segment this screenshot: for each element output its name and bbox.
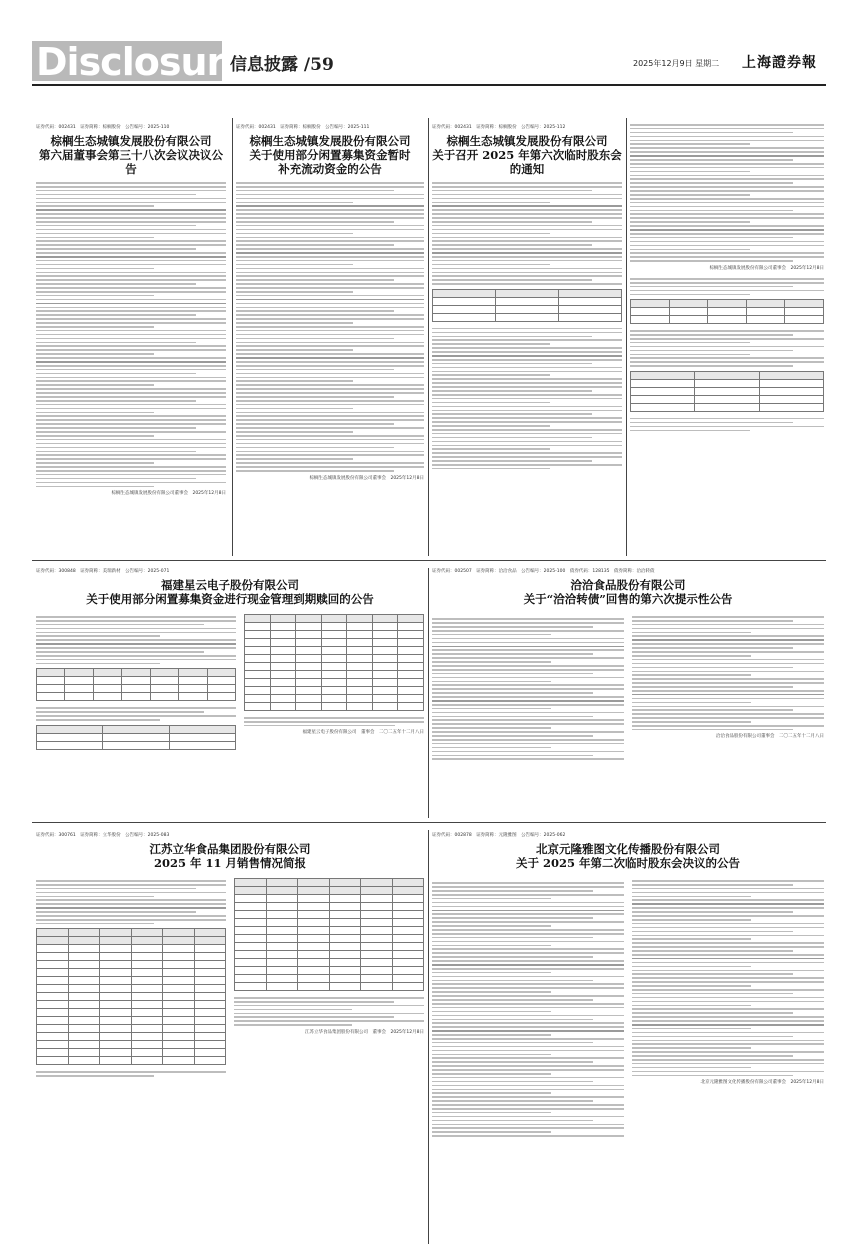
title-line: 洽洽食品股份有限公司 — [570, 578, 686, 592]
announcement-signature: 江苏立华食品集团股份有限公司 董事会 2025年12月8日 — [304, 1029, 424, 1035]
title-line: 关于使用部分闲置募集资金暂时 — [249, 148, 411, 163]
redemption-table — [36, 668, 236, 701]
announcement-header: 证券代码：002431 证券简称：棕榈股份 公告编号：2025-112 — [432, 125, 566, 130]
announcement-header: 证券代码：300848 证券简称：美瑞新材 公告编号：2025-071 — [36, 569, 170, 574]
newspaper-name: 上海證券報 — [742, 55, 817, 71]
title-line: 福建星云电子股份有限公司 — [161, 578, 299, 592]
body-text-2 — [432, 328, 622, 470]
announcement-signature: 洽洽食品股份有限公司董事会 二〇二五年十二月八日 — [716, 734, 824, 740]
title-line: 第六届董事会第三十八次会议决议公告 — [39, 148, 223, 177]
body-text — [432, 880, 624, 1139]
monthly-sales-table — [36, 928, 226, 1065]
body-text-3 — [244, 717, 424, 726]
announcement-title — [432, 842, 824, 870]
title-line: 棕榈生态城镇发展股份有限公司 — [50, 134, 212, 148]
title-line: 补充流动资金的公告 — [278, 162, 382, 177]
row-divider-1 — [32, 560, 826, 561]
issue-date: 2025年12月9日 星期二 — [633, 59, 720, 68]
body-text-2 — [632, 616, 824, 730]
announcement-header: 证券代码：002431 证券简称：棕榈股份 公告编号：2025-111 — [236, 125, 370, 130]
body-text-3 — [234, 997, 424, 1026]
title-line: 关于 2025 年第二次临时股东会决议的公告 — [515, 856, 740, 871]
column-divider-1 — [232, 118, 233, 556]
proposal-table — [432, 289, 622, 322]
section-title: 信息披露 /59 — [230, 55, 334, 75]
announcement-signature: 棕榈生态城镇发展股份有限公司董事会 2025年12月8日 — [309, 475, 424, 481]
body-text — [36, 182, 226, 487]
cash-management-table — [244, 614, 424, 711]
announcement-3 — [432, 124, 622, 554]
announcement-signature: 棕榈生态城镇发展股份有限公司董事会 2025年12月8日 — [709, 265, 824, 271]
body-text — [36, 616, 236, 664]
announcement-7 — [432, 832, 824, 1244]
body-text-2 — [632, 880, 824, 1076]
announcement-header: 证券代码：002431 证券简称：棕榈股份 公告编号：2025-110 — [36, 125, 170, 130]
announcement-header: 证券代码：002878 证券简称：元隆雅图 公告编号：2025-062 — [432, 833, 566, 838]
announcement-title — [36, 842, 424, 870]
announcement-title — [432, 578, 824, 606]
account-table — [36, 725, 236, 750]
title-line: 关于召开 2025 年第六次临时股东会的通知 — [432, 148, 622, 177]
title-line: 江苏立华食品集团股份有限公司 — [149, 842, 311, 856]
announcement-5 — [432, 568, 824, 818]
disclosure-logo: Disclosure — [36, 40, 250, 84]
announcement-3-continued — [630, 118, 824, 554]
announcement-header: 证券代码：002507 证券简称：洽洽食品 公告编号：2025-100 债券代码：128135 债券简称：洽洽转债 — [432, 569, 655, 574]
column-divider-2 — [428, 118, 429, 556]
body-text — [236, 182, 424, 472]
masthead-rule — [32, 84, 826, 86]
proxy-form-table — [630, 299, 824, 324]
body-text-3 — [630, 418, 824, 431]
title-line: 关于“洽洽转债”回售的第六次提示性公告 — [523, 592, 733, 607]
announcement-title — [36, 578, 424, 606]
announcement-6 — [36, 832, 424, 1244]
title-line: 棕榈生态城镇发展股份有限公司 — [446, 134, 608, 148]
announcement-4 — [36, 568, 424, 818]
row-divider-2 — [32, 822, 826, 823]
body-text — [432, 182, 622, 285]
announcement-signature: 棕榈生态城镇发展股份有限公司董事会 2025年12月8日 — [111, 491, 226, 497]
announcement-title — [36, 134, 226, 176]
body-text — [36, 880, 226, 924]
announcement-title — [432, 134, 622, 176]
column-divider-4 — [428, 568, 429, 818]
title-line: 北京元隆雅图文化传播股份有限公司 — [536, 842, 720, 856]
announcement-1 — [36, 124, 226, 554]
announcement-signature: 北京元隆雅图文化传播股份有限公司董事会 2025年12月8日 — [700, 1080, 824, 1086]
column-divider-3 — [626, 118, 627, 556]
announcement-title — [236, 134, 424, 176]
announcement-2 — [236, 124, 424, 554]
body-text-2 — [36, 707, 236, 720]
monthly-sales-table-2 — [234, 878, 424, 991]
announcement-header: 证券代码：300761 证券简称：立华股份 公告编号：2025-083 — [36, 833, 170, 838]
column-divider-5 — [428, 830, 429, 1244]
title-line: 2025 年 11 月销售情况简报 — [153, 856, 307, 871]
body-text-2 — [630, 330, 824, 367]
title-line: 棕榈生态城镇发展股份有限公司 — [249, 134, 411, 148]
title-line: 关于使用部分闲置募集资金进行现金管理到期赎回的公告 — [86, 592, 374, 607]
proxy-form-text — [630, 278, 824, 295]
body-text — [432, 616, 624, 762]
body-text — [630, 124, 824, 262]
masthead — [0, 0, 857, 95]
body-text-2 — [36, 1071, 226, 1076]
attendance-table — [630, 371, 824, 412]
announcement-signature: 福建星云电子股份有限公司 董事会 二〇二五年十二月八日 — [302, 730, 424, 736]
